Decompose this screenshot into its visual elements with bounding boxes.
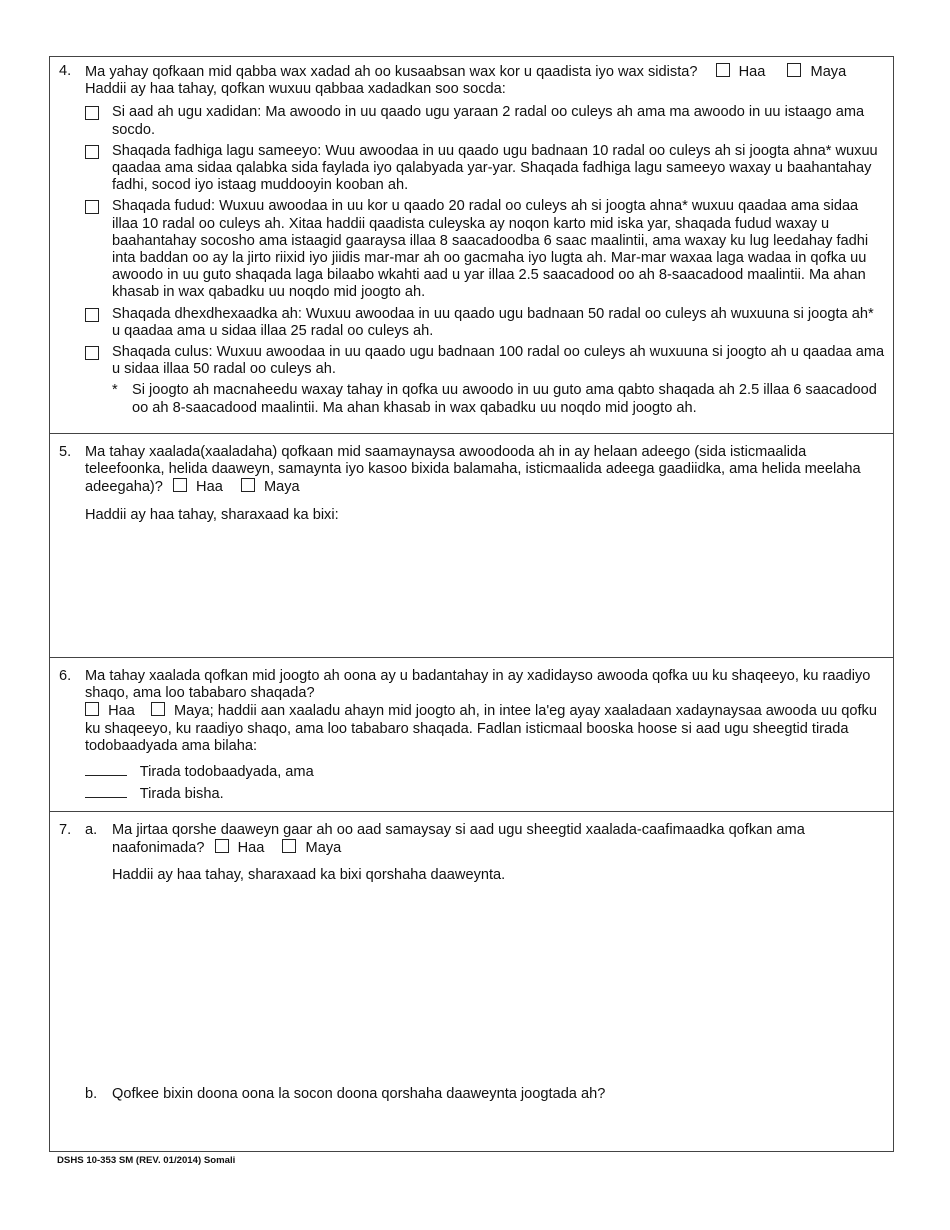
question-6-text: Ma tahay xaalada qofkan mid joogto ah oona ay u badantahay in ay xadidayso awooda qofka uu ku shaqeeyo, ku raadiyo shaqo, ama loo tababaro shaqada?: [85, 668, 871, 702]
limitation-option-sedentary: [85, 143, 885, 195]
footnote-text: Si joogto ah macnaheedu waxay tahay in qofka uu awoodo in uu guto ama qabto shaqada ah 2.5 illaa 6 saacadood oo ah 8-saacadood maalintii. Ma ahan khasab in wax qabadku uu noqdo mid joogto ah.: [132, 382, 877, 416]
question-5-number: 5.: [59, 444, 72, 460]
limitation-option-severe: [85, 104, 885, 138]
question-5-no-checkbox[interactable]: [241, 478, 255, 492]
question-4-yes-checkbox[interactable]: [716, 63, 730, 77]
question-5-section: [50, 434, 893, 658]
question-7-number: 7.: [59, 822, 72, 838]
question-7a-label: a.: [85, 822, 98, 838]
limitation-option-light: [85, 198, 885, 301]
question-6-no-checkbox[interactable]: [151, 702, 165, 716]
weeks-label: Tirada todobaadyada, ama: [139, 764, 314, 781]
form-footer: DSHS 10-353 SM (REV. 01/2014) Somali: [57, 1155, 236, 1166]
footnote-mark: *: [112, 382, 118, 399]
question-5-explain-label: Haddii ay haa tahay, sharaxaad ka bixi:: [85, 506, 339, 523]
question-5-yes-label: Haa: [196, 479, 223, 496]
question-7b-label: b.: [85, 1086, 98, 1102]
question-6-yes-label: Haa: [108, 703, 135, 720]
medium-work-text: Shaqada dhexdhexaadka ah: Wuxuu awoodaa in uu qaado ugu badnaan 50 radal oo culeys ah wuxuuna si joogta ah* u qaadaa ama u sidaa illaa 25 radal oo culeys ah.: [112, 305, 874, 339]
heavy-work-text: Shaqada culus: Wuxuu awoodaa in uu qaado ugu badnaan 100 radal oo culeys ah wuxuuna si joogto ah u qaadaa ama u sidaa illaa 50 radal oo culeys ah.: [112, 344, 885, 378]
question-5-no-label: Maya: [263, 479, 300, 496]
severe-checkbox[interactable]: [85, 106, 99, 120]
medium-work-checkbox[interactable]: [85, 308, 99, 322]
question-7a-yes-checkbox[interactable]: [215, 839, 229, 853]
weeks-input[interactable]: [85, 775, 127, 776]
limitation-option-heavy: [85, 344, 885, 378]
question-4-if-yes: Haddii ay haa tahay, qofkan wuxuu qabbaa xadadkan soo socda:: [85, 81, 506, 98]
question-7a-no-checkbox[interactable]: [282, 839, 296, 853]
question-6-number: 6.: [59, 668, 72, 684]
light-work-text: Shaqada fudud: Wuxuu awoodaa in uu kor u qaado 20 radal oo culeys ah si joogta ahna* wuxuu qaadaa ama sidaa illaa 10 radal oo culeys ah. Xitaa haddii qaadista culeyska ay noqon karto mid iska yar, shaqada fudud waxay u baahantahay socosho ama istaagid gaaraysa illaa 8 saacadoodba 6 saac maalintii, ama waxay ku lug leedahay fadhi inta baddan oo ay la jirto riixid iyo jiidis mar-mar ah oo gacmaha iyo lugta ah. Mar-mar waxaa laga wadaa in qofka uu awoodo in uu guto shaqada laga bilaabo wkahti aad u yar illaa 2.5 saacadood oo ah 8-saacadood maalintii. Ma ahan khasab in wax qabadku uu noqdo mid joogto ah.: [112, 198, 869, 301]
question-6-yes-checkbox[interactable]: [85, 702, 99, 716]
question-7a-yes-label: Haa: [237, 840, 265, 857]
question-4-no-checkbox[interactable]: [787, 63, 801, 77]
question-6-no-text: Maya; haddii aan xaaladu ahayn mid joogto ah, in intee la'eg ayay xaaladaan xadaynaysaa awooda uu qofku ku shaqeeyo, ku raadiyo shaqo, ama loo tababaro shaqada. Fadlan isticmaal booska hoose si aad ugu sheegtid tirada todobaadyada ama bilaha:: [85, 703, 877, 754]
question-4-text: Ma yahay qofkaan mid qabba wax xadad ah oo kusaabsan wax kor u qaadista iyo wax sidista?: [85, 64, 698, 80]
question-7a-explain-label: Haddii ay haa tahay, sharaxaad ka bixi qorshaha daaweynta.: [112, 867, 506, 884]
question-7a-text: Ma jirtaa qorshe daaweyn gaar ah oo aad samaysay si aad ugu sheegtid xaalada-caafimaadka qofkan ama naafonimada?: [112, 822, 805, 857]
question-7a-no-label: Maya: [305, 840, 342, 857]
heavy-work-checkbox[interactable]: [85, 346, 99, 360]
question-7-section: [50, 812, 893, 1152]
question-5-yes-checkbox[interactable]: [173, 478, 187, 492]
question-7b-text: Qofkee bixin doona oona la socon doona qorshaha daaweynta joogtada ah?: [112, 1086, 606, 1102]
footnote: [85, 382, 885, 416]
question-5-text: Ma tahay xaalada(xaaladaha) qofkaan mid saamaynaysa awoodooda ah in ay helaan adeego (sida isticmaalida teleefoonka, helida daaweyn, samaynta iyo kasoo bixida balamaha, isticmaalida adeega gaadiidka, ama helida meelaha adeegaha)?: [85, 444, 861, 496]
sedentary-text: Shaqada fadhiga lagu sameeyo: Wuu awoodaa in uu qaado ugu badnaan 10 radal oo culeys ah si joogta ahna* wuxuu qaadaa ama sidaa qalabka sida faylada iyo qalabyada yar-yar. Shaqada fadhiga lagu sameeyo waxay u baahantahay fadhi, socod iyo istaag muddooyin kooban ah.: [112, 142, 878, 194]
months-label: Tirada bisha.: [139, 786, 224, 803]
form-page: [49, 56, 894, 1152]
question-4-yes-label: Haa: [738, 64, 766, 80]
question-4-number: 4.: [59, 63, 72, 79]
sedentary-checkbox[interactable]: [85, 145, 99, 159]
limitation-option-medium: [85, 306, 885, 340]
question-6-section: [50, 658, 893, 812]
severe-text: Si aad ah ugu xadidan: Ma awoodo in uu qaado ugu yaraan 2 radal oo culeys ah ama ma awoodo in uu istaago ama socdo.: [112, 104, 865, 138]
light-work-checkbox[interactable]: [85, 200, 99, 214]
months-input[interactable]: [85, 797, 127, 798]
question-4-section: [50, 57, 893, 434]
question-4-no-label: Maya: [810, 64, 847, 80]
